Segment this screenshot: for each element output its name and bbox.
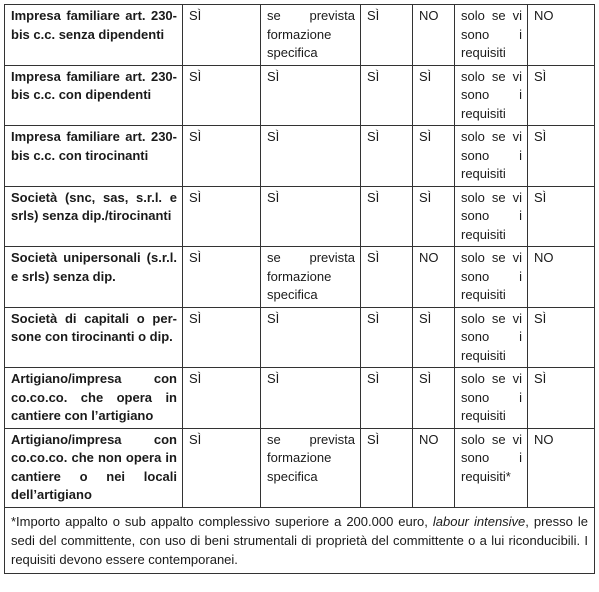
table-row [5,428,595,507]
cell-col-4: SÌ [413,126,455,187]
row-label: Impresa familiare art. 230-bis c.c. senza dipendenti [5,5,183,66]
cell-col-4: SÌ [413,65,455,126]
cell-col-2: se prevista formazione specifica [261,247,361,308]
footnote-emphasis: labour intensive [432,513,526,529]
footnote-text-before: *Importo appalto o sub appalto complessivo superiore a 200.000 euro, [11,513,433,529]
cell-col-2: SÌ [261,186,361,247]
table-row [5,65,595,126]
row-label: Società di capitali o persone con tirocinanti o dip. [5,307,183,368]
cell-col-1: SÌ [183,126,261,187]
footnote [5,507,595,573]
cell-col-2: se prevista formazione specifica [261,5,361,66]
footnote-row [5,507,595,573]
cell-col-2: SÌ [261,307,361,368]
cell-col-5: solo se vi sono i requisiti [455,65,528,126]
cell-col-4: SÌ [413,368,455,429]
cell-col-4: SÌ [413,307,455,368]
cell-col-2: SÌ [261,65,361,126]
cell-col-4: SÌ [413,186,455,247]
cell-col-1: SÌ [183,428,261,507]
table-row [5,5,595,66]
table-row [5,307,595,368]
cell-col-3: SÌ [361,126,413,187]
cell-col-3: SÌ [361,65,413,126]
table-row [5,247,595,308]
cell-col-4: NO [413,428,455,507]
cell-col-2: SÌ [261,368,361,429]
row-label: Società unipersonali (s.r.l. e srls) senza dip. [5,247,183,308]
cell-col-3: SÌ [361,247,413,308]
cell-col-3: SÌ [361,368,413,429]
cell-col-5: solo se vi sono i requisiti [455,307,528,368]
table-row [5,368,595,429]
cell-col-3: SÌ [361,428,413,507]
cell-col-2: se prevista formazione specifica [261,428,361,507]
cell-col-2: SÌ [261,126,361,187]
cell-col-3: SÌ [361,307,413,368]
cell-col-6: SÌ [528,186,595,247]
cell-col-5: solo se vi sono i requisiti [455,5,528,66]
cell-col-6: NO [528,5,595,66]
cell-col-1: SÌ [183,307,261,368]
cell-col-1: SÌ [183,5,261,66]
table-row [5,186,595,247]
cell-col-4: NO [413,5,455,66]
footnote-text-after: , presso le sedi del committente, con uso di beni strumentali di proprietà del committente o a lui riconducibili. I requisiti devono essere contemporanei. [11,513,588,567]
cell-col-6: NO [528,247,595,308]
requirements-table [4,4,595,574]
cell-col-1: SÌ [183,186,261,247]
row-label: Artigiano/impresa con co.co.co. che opera in cantiere con l’artigiano [5,368,183,429]
cell-col-5: solo se vi sono i requisiti* [455,428,528,507]
row-label: Impresa familiare art. 230-bis c.c. con tirocinanti [5,126,183,187]
cell-col-5: solo se vi sono i requisiti [455,186,528,247]
cell-col-5: solo se vi sono i requisiti [455,247,528,308]
cell-col-1: SÌ [183,247,261,308]
cell-col-5: solo se vi sono i requisiti [455,126,528,187]
row-label: Artigiano/impresa con co.co.co. che non opera in cantiere o nei locali dell’artigiano [5,428,183,507]
cell-col-6: NO [528,428,595,507]
cell-col-4: NO [413,247,455,308]
table-row [5,126,595,187]
row-label: Impresa familiare art. 230-bis c.c. con dipendenti [5,65,183,126]
cell-col-1: SÌ [183,368,261,429]
cell-col-3: SÌ [361,5,413,66]
cell-col-5: solo se vi sono i requisiti [455,368,528,429]
cell-col-3: SÌ [361,186,413,247]
cell-col-1: SÌ [183,65,261,126]
cell-col-6: SÌ [528,368,595,429]
row-label: Società (snc, sas, s.r.l. e srls) senza dip./tirocinanti [5,186,183,247]
cell-col-6: SÌ [528,126,595,187]
cell-col-6: SÌ [528,65,595,126]
cell-col-6: SÌ [528,307,595,368]
